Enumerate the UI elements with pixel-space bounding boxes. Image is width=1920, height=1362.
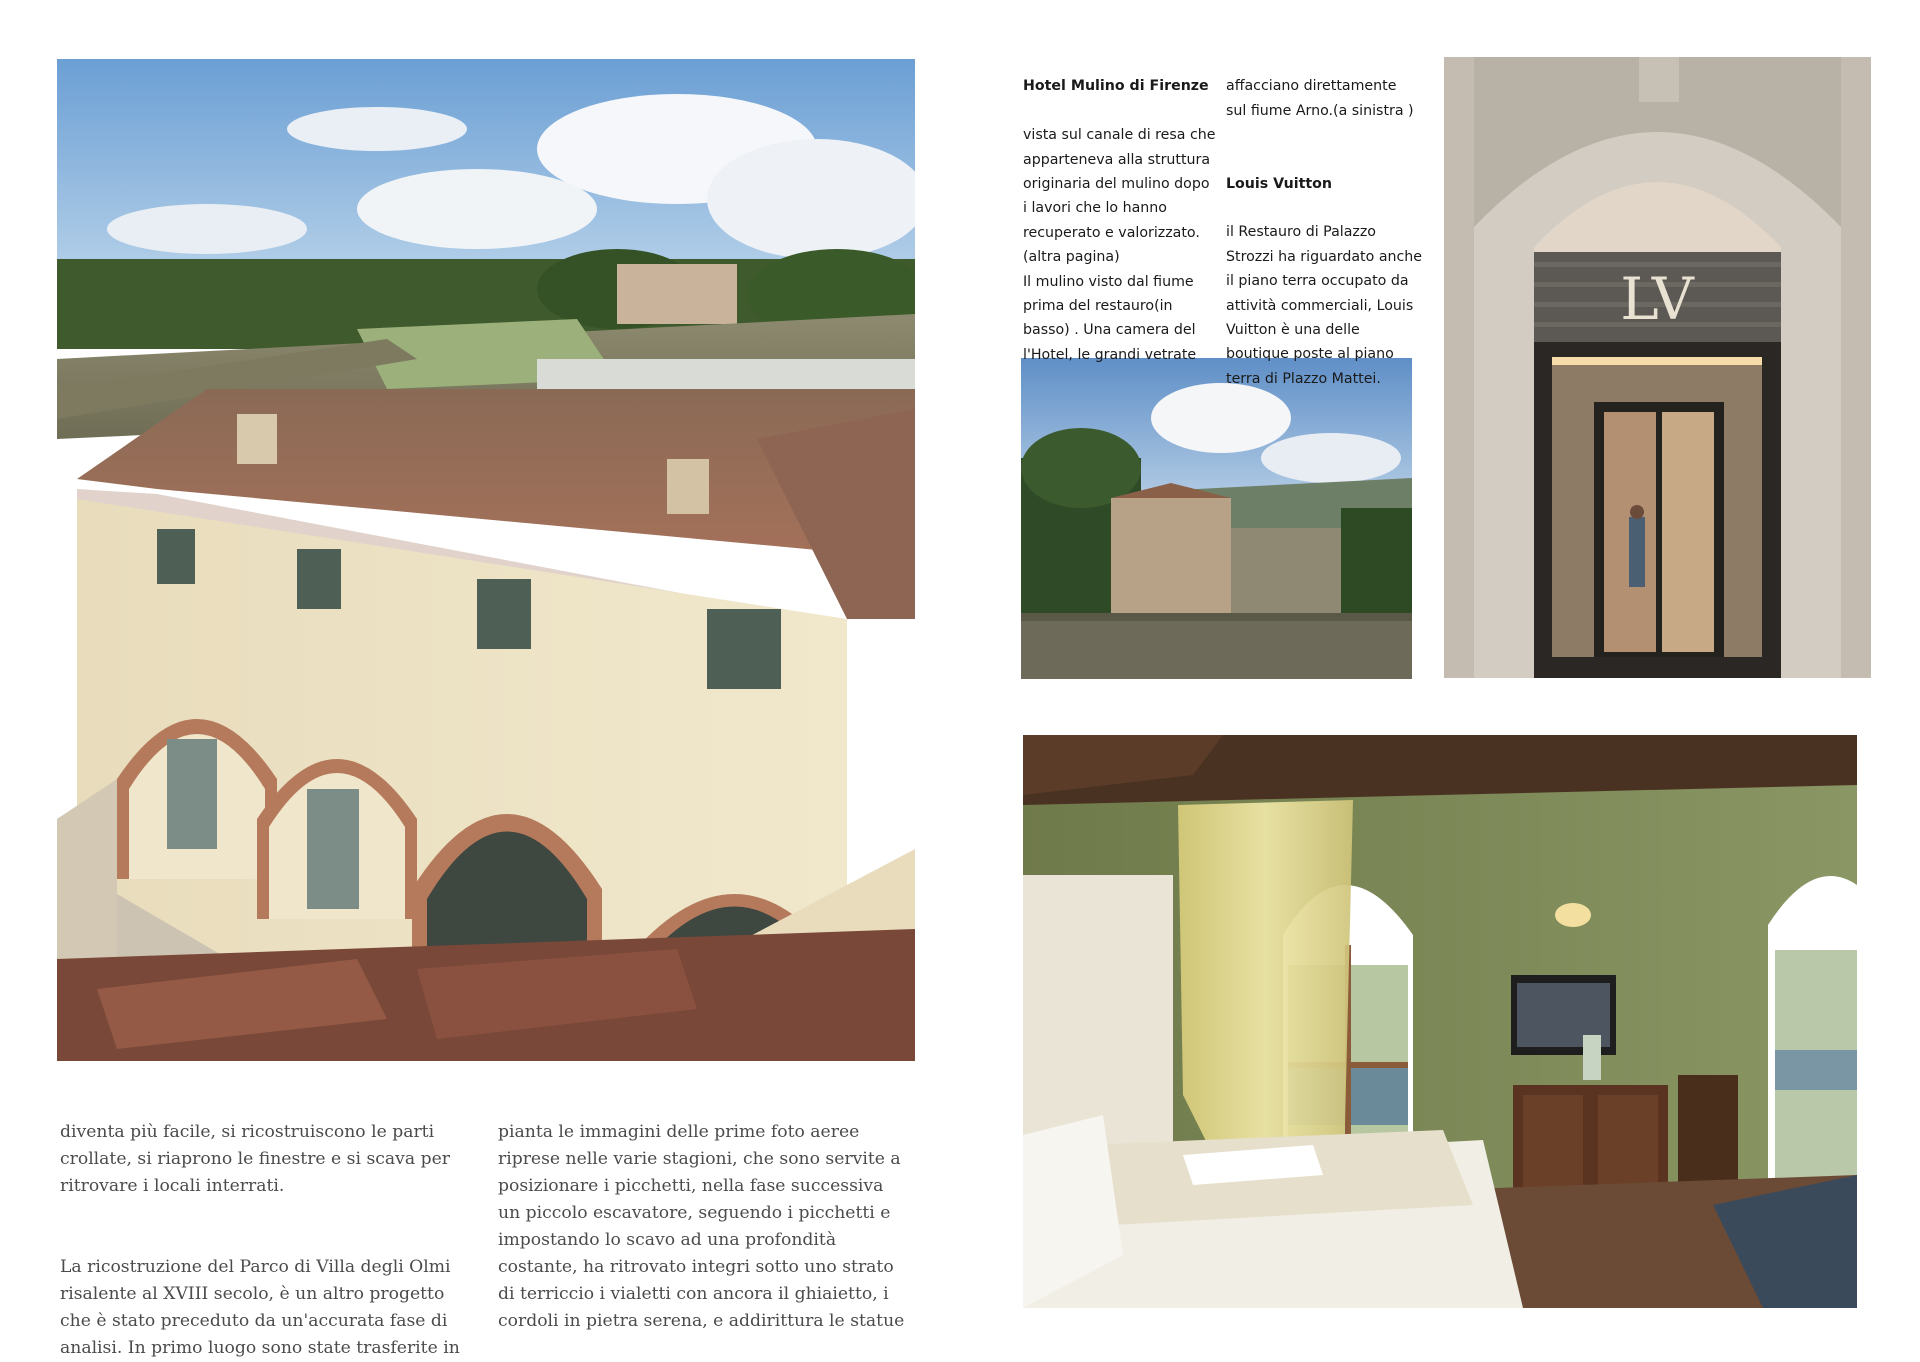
caption-text-continued: affacciano direttamente sul fiume Arno.(a sinistra ) [1226, 78, 1414, 119]
body-paragraph: diventa più facile, si ricostruiscono le parti crollate, si riaprono le finestre e si scava per ritrovare i locali interrati. [60, 1122, 450, 1196]
caption-hotel-mulino [1023, 50, 1223, 367]
caption-text-hotel-mulino: vista sul canale di resa che apparteneva alla struttura originaria del mulino dopo i lavori che lo hanno recuperato e valorizzato. (altra pagina) Il mulino visto dal fiume prima del restauro(in basso) . Una camera del l'Hotel, le grandi vetrate [1023, 127, 1216, 363]
photo-louis-vuitton-storefront [1444, 57, 1871, 678]
body-paragraph: La ricostruzione del Parco di Villa degli Olmi risalente al XVIII secolo, è un altro progetto che è stato preceduto da un'accurata fase di analisi. In primo luogo sono state trasferite in [60, 1257, 460, 1358]
caption-title-hotel-mulino: Hotel Mulino di Firenze [1023, 78, 1209, 95]
louis-vuitton-logo: LV [1620, 265, 1694, 333]
caption-title-louis-vuitton: Louis Vuitton [1226, 175, 1332, 192]
photo-mill-from-river [1021, 358, 1412, 679]
body-column-left [60, 1092, 480, 1362]
photo-hotel-mulino-exterior [57, 59, 915, 1061]
body-column-right [498, 1092, 918, 1335]
photo-hotel-room [1023, 735, 1857, 1308]
body-paragraph: pianta le immagini delle prime foto aeree riprese nelle varie stagioni, che sono servite a posizionare i picchetti, nella fase successiva un piccolo escavatore, seguendo i picchetti e impostando lo scavo ad una profondità costante, ha ritrovato integri sotto uno strato di terriccio i vialetti con ancora il ghiaietto, i cordoli in pietra serena, e addirittura le statue [498, 1122, 905, 1331]
caption-louis-vuitton [1226, 50, 1426, 391]
caption-text-louis-vuitton: il Restauro di Palazzo Strozzi ha riguardato anche il piano terra occupato da attività commerciali, Louis Vuitton è una delle boutique poste al piano terra di Plazzo Mattei. [1226, 224, 1423, 387]
